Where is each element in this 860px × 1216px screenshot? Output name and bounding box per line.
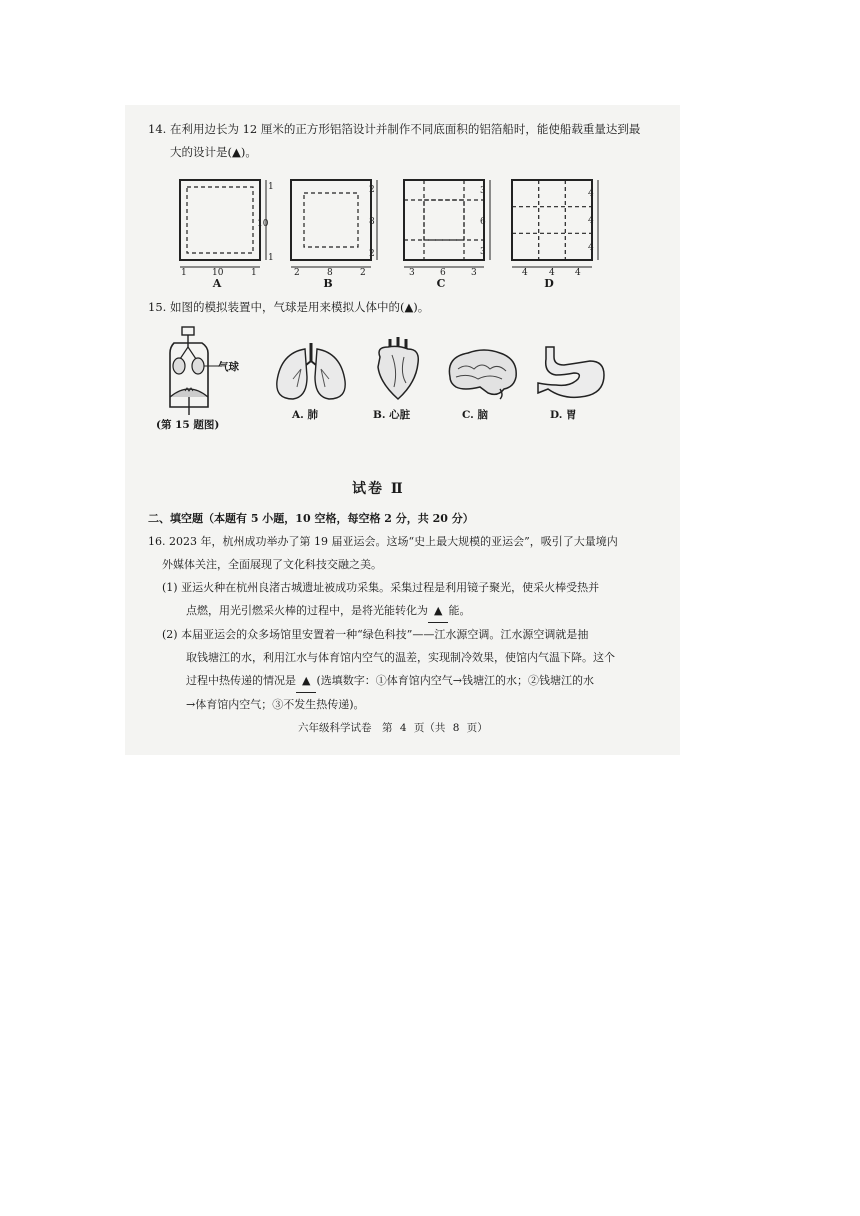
option-a-organ-label: A. 肺: [292, 409, 318, 421]
q16-part-2-text: 过程中热传递的情况是: [186, 674, 296, 687]
q16-line-1: 16. 2023 年，杭州成功举办了第 19 届亚运会。这场“史上最大规模的亚运会”，吸引了大量境内: [148, 535, 618, 548]
diagram-b: [287, 176, 387, 294]
q16-part-1-text: 点燃，用光引燃采火棒的过程中，是将光能转化为: [186, 604, 428, 617]
brain-icon: [444, 347, 520, 405]
foil-design-diagrams: [172, 176, 612, 296]
balloon-label: 气球: [218, 361, 239, 373]
question-16: [148, 530, 648, 716]
q15-line: [148, 296, 658, 319]
svg-text:2: 2: [369, 185, 375, 195]
answer-blank: ▲: [296, 669, 316, 693]
svg-text:6: 6: [440, 268, 446, 278]
diagram-c: [400, 176, 500, 294]
q14-line-2-end: )。: [240, 145, 257, 159]
answer-blank: ▲: [428, 599, 448, 623]
svg-text:3: 3: [409, 268, 415, 278]
option-b-label: B: [323, 277, 333, 290]
option-d-label: D: [544, 277, 554, 290]
option-c-organ-label: C. 脑: [462, 409, 488, 421]
answer-mark: ▲: [232, 145, 241, 159]
heart-icon: [372, 335, 424, 405]
diagram-d: [508, 176, 608, 294]
svg-text:6: 6: [480, 217, 486, 227]
svg-text:1: 1: [268, 253, 274, 263]
svg-text:4: 4: [549, 268, 555, 278]
svg-text:1: 1: [251, 268, 257, 278]
stomach-icon: [534, 345, 608, 405]
svg-text:2: 2: [369, 249, 375, 259]
q16-part-2-line-2: 取钱塘江的水，利用江水与体育馆内空气的温差，实现制冷效果，使馆内气温下降。这个: [186, 651, 615, 664]
option-a-label: A: [212, 277, 222, 290]
answer-mark: ▲: [404, 300, 414, 314]
q16-part-2-line-3: [148, 669, 648, 693]
svg-text:10: 10: [257, 219, 269, 229]
q14-line-1: 14. 在利用边长为 12 厘米的正方形铝箔设计并制作不同底面积的铝箔船时，能使船载重量达到最: [148, 122, 641, 136]
q16-part-1-line-2: [148, 599, 648, 623]
figure-caption: (第 15 题图): [156, 419, 220, 431]
option-c-label: C: [436, 277, 446, 290]
q15-figures: [150, 325, 620, 435]
option-b-organ-label: B. 心脏: [373, 409, 411, 421]
q16-part-2-line-4: →体育馆内空气；③不发生热传递)。: [186, 698, 365, 711]
q16-part-2-line-1: (2) 本届亚运会的众多场馆里安置着一种“绿色科技”——江水源空调。江水源空调就是抽: [162, 628, 589, 641]
svg-text:4: 4: [522, 268, 528, 278]
q14-line-2: [148, 141, 658, 164]
svg-text:8: 8: [369, 217, 375, 227]
svg-text:3: 3: [471, 268, 477, 278]
section-title: 试卷 Ⅱ: [352, 481, 405, 497]
diagram-a: [172, 176, 272, 294]
svg-text:2: 2: [360, 268, 366, 278]
svg-text:4: 4: [588, 216, 594, 226]
svg-text:2: 2: [294, 268, 300, 278]
q16-part-1-line-1: (1) 亚运火种在杭州良渚古城遗址被成功采集。采集过程是利用镜子聚光，使采火棒受热并: [162, 581, 600, 594]
svg-text:10: 10: [212, 268, 224, 278]
svg-text:4: 4: [588, 189, 594, 199]
bell-jar-model-icon: [152, 325, 252, 431]
q14-line-2-text: 大的设计是(: [170, 145, 232, 159]
svg-text:3: 3: [480, 186, 486, 196]
section-header: 二、填空题（本题有 5 小题，10 空格，每空格 2 分，共 20 分）: [148, 512, 474, 525]
page-footer: 六年级科学试卷 第 4 页（共 8 页）: [298, 722, 488, 734]
svg-text:3: 3: [480, 247, 486, 257]
svg-text:4: 4: [588, 243, 594, 253]
svg-text:8: 8: [327, 268, 333, 278]
lungs-icon: [273, 341, 349, 407]
question-15: [148, 296, 658, 319]
q15-line-text: 15. 如图的模拟装置中，气球是用来模拟人体中的(: [148, 300, 405, 314]
q15-line-end: )。: [413, 300, 430, 314]
q16-part-1-end: 能。: [448, 604, 471, 617]
option-d-organ-label: D. 胃: [550, 409, 577, 421]
svg-text:1: 1: [181, 268, 187, 278]
q16-part-2-options: (选填数字：①体育馆内空气→钱塘江的水；②钱塘江的水: [316, 674, 594, 687]
q16-line-2: 外媒体关注，全面展现了文化科技交融之美。: [162, 558, 382, 571]
svg-text:4: 4: [575, 268, 581, 278]
svg-text:1: 1: [268, 182, 274, 192]
question-14: [148, 118, 658, 164]
